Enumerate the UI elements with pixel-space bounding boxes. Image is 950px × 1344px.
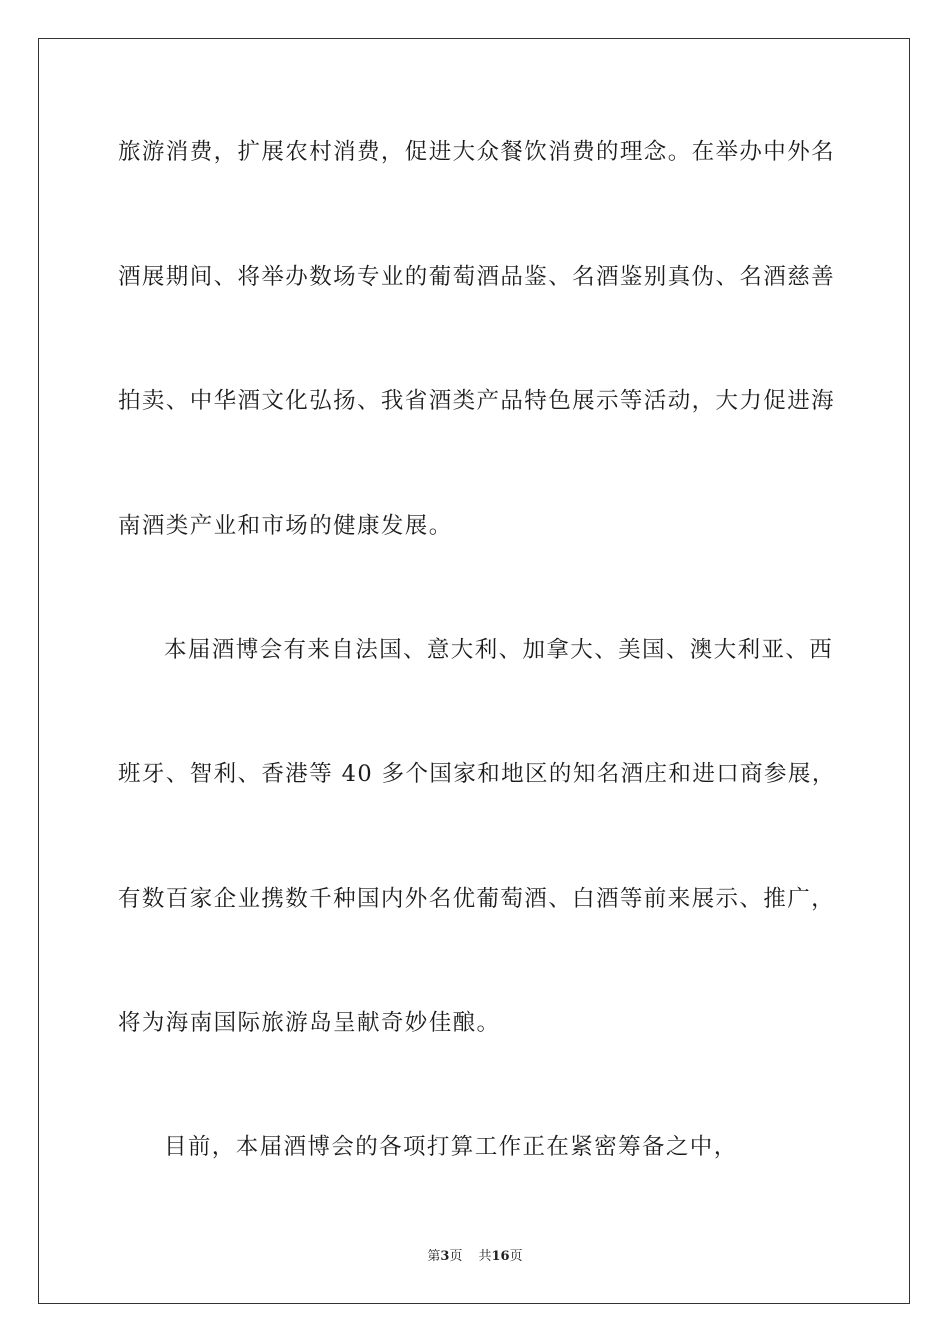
page-prefix: 第 [427,1249,441,1264]
total-pages: 16 [491,1249,510,1264]
page-footer [0,1248,950,1266]
page-border [38,38,910,1304]
text-line-8: 将为海南国际旅游岛呈献奇妙佳酿。 [118,1010,501,1036]
text-line-1: 旅游消费，扩展农村消费，促进大众餐饮消费的理念。在举办中外名 [118,139,836,165]
paragraph-3-first-line: 目前，本届酒博会的各项打算工作正在紧密筹备之中， [164,1134,738,1160]
text-line-7: 有数百家企业携数千种国内外名优葡萄酒、白酒等前来展示、推广， [118,886,836,912]
text-line-4: 南酒类产业和市场的健康发展。 [118,513,453,539]
total-suffix: 页 [509,1249,523,1264]
text-line-6: 班牙、智利、香港等 40 多个国家和地区的知名酒庄和进口商参展， [118,761,836,787]
page-suffix: 页 [449,1249,463,1264]
paragraph-2-first-line: 本届酒博会有来自法国、意大利、加拿大、美国、澳大利亚、西 [164,637,834,663]
text-line-2: 酒展期间、将举办数场专业的葡萄酒品鉴、名酒鉴别真伪、名酒慈善 [118,264,836,290]
text-line-3: 拍卖、中华酒文化弘扬、我省酒类产品特色展示等活动，大力促进海 [118,388,836,414]
total-prefix: 共 [478,1249,492,1264]
page-number: 3 [440,1249,450,1264]
